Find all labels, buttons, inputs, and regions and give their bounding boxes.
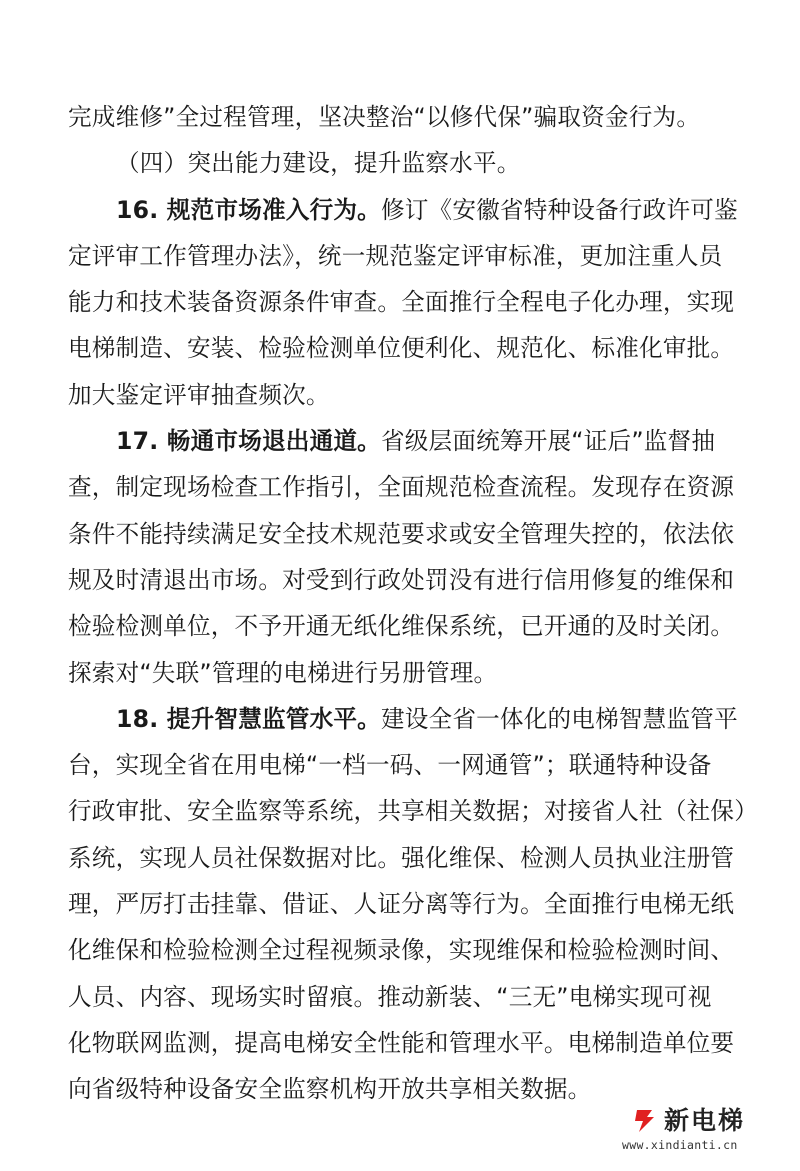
item-16-text: 修订《安徽省特种设备行政许可鉴 [380, 195, 738, 224]
paragraph-line: 能力和技术装备资源条件审查。全面推行全程电子化办理，实现 [68, 288, 735, 317]
item-16-first-line [68, 187, 758, 233]
paragraph-line: 探索对“失联”管理的电梯进行另册管理。 [68, 658, 498, 687]
document-body [68, 94, 758, 1113]
paragraph-line: 条件不能持续满足安全技术规范要求或安全管理失控的，依法依 [68, 519, 735, 548]
paragraph-line: 人员、内容、现场实时留痕。推动新装、“三无”电梯实现可视 [68, 982, 712, 1011]
watermark-name: 新电梯 [664, 1106, 746, 1135]
paragraph-line: 系统，实现人员社保数据对比。强化维保、检测人员执业注册管 [68, 843, 735, 872]
watermark [622, 1105, 782, 1161]
paragraph-line: 化物联网监测，提高电梯安全性能和管理水平。电梯制造单位要 [68, 1028, 735, 1057]
paragraph-line: 电梯制造、安装、检验检测单位便利化、规范化、标准化审批。 [68, 334, 735, 363]
section-heading: （四）突出能力建设，提升监察水平。 [116, 149, 521, 178]
watermark-url: www.xindianti.cn [622, 1138, 738, 1152]
item-17-first-line [68, 418, 758, 464]
brand-logo-icon [630, 1105, 660, 1135]
paragraph-line: 理，严厉打击挂靠、借证、人证分离等行为。全面推行电梯无纸 [68, 890, 735, 919]
paragraph-line: 完成维修”全过程管理，坚决整治“以修代保”骗取资金行为。 [68, 103, 701, 131]
paragraph-line: 化维保和检验检测全过程视频录像，实现维保和检验检测时间、 [68, 936, 735, 965]
paragraph-line: 台，实现全省在用电梯“一档一码、一网通管”；联通特种设备 [68, 751, 712, 780]
item-18-first-line [68, 696, 758, 742]
paragraph-line: 加大鉴定评审抽查频次。 [68, 380, 330, 409]
paragraph-line: 向省级特种设备安全监察机构开放共享相关数据。 [68, 1075, 592, 1104]
paragraph-line: 规及时清退出市场。对受到行政处罚没有进行信用修复的维保和 [68, 565, 735, 594]
paragraph-line: 查，制定现场检查工作指引，全面规范检查流程。发现存在资源 [68, 473, 735, 502]
item-16-heading: 16. 规范市场准入行为。 [116, 195, 381, 224]
item-17-text: 省级层面统筹开展“证后”监督抽 [380, 427, 716, 456]
item-18-text: 建设全省一体化的电梯智慧监管平 [380, 704, 738, 733]
paragraph-line: 定评审工作管理办法》，统一规范鉴定评审标准，更加注重人员 [68, 241, 723, 270]
paragraph-line: 行政审批、安全监察等系统，共享相关数据；对接省人社（社保） [68, 797, 759, 826]
item-17-heading: 17. 畅通市场退出通道。 [116, 427, 381, 456]
paragraph-line: 检验检测单位，不予开通无纸化维保系统，已开通的及时关闭。 [68, 612, 735, 641]
item-18-heading: 18. 提升智慧监管水平。 [116, 704, 381, 733]
